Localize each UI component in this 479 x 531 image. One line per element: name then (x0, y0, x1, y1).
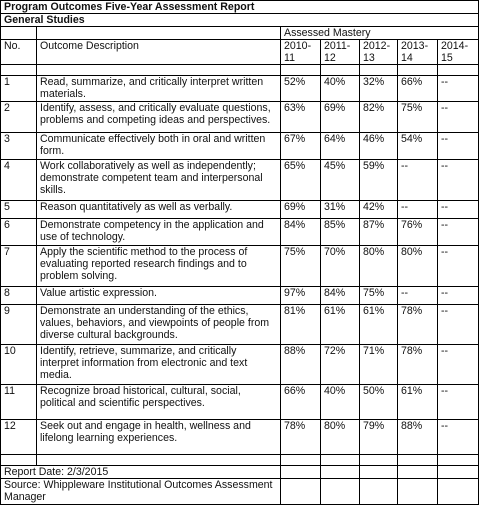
outcome-description: Identify, assess, and critically evaluate questions, problems and competing ideas and perspectives. (37, 102, 281, 133)
outcome-description: Seek out and engage in health, wellness and lifelong learning experiences. (37, 420, 281, 455)
mastery-value: 80% (321, 420, 360, 455)
mastery-value: 61% (360, 305, 398, 345)
mastery-value: 75% (360, 287, 398, 305)
mastery-value: -- (438, 246, 479, 287)
column-header-year: 2014-15 (438, 40, 479, 65)
table-row (1, 102, 479, 133)
table-row (1, 133, 479, 160)
report-date: Report Date: 2/3/2015 (1, 466, 281, 479)
column-header-year: 2011-12 (321, 40, 360, 65)
table-row (1, 160, 479, 201)
outcome-description: Identify, retrieve, summarize, and critically interpret information from electronic and text media. (37, 345, 281, 385)
report-title: Program Outcomes Five-Year Assessment Report (1, 1, 479, 14)
mastery-value: 85% (321, 219, 360, 246)
report-source: Source: Whippleware Institutional Outcomes Assessment Manager (1, 479, 281, 505)
mastery-value: -- (438, 305, 479, 345)
empty-cell (438, 466, 479, 479)
mastery-value: -- (398, 287, 438, 305)
empty-cell (321, 466, 360, 479)
table-row (1, 201, 479, 219)
mastery-value: -- (438, 219, 479, 246)
mastery-value: 71% (360, 345, 398, 385)
mastery-value: -- (438, 345, 479, 385)
mastery-value: 66% (398, 76, 438, 102)
mastery-value: -- (398, 160, 438, 201)
mastery-value: 79% (360, 420, 398, 455)
outcome-number: 8 (1, 287, 37, 305)
empty-cell (398, 479, 438, 505)
mastery-value: 67% (281, 133, 321, 160)
mastery-value: 32% (360, 76, 398, 102)
outcome-number: 1 (1, 76, 37, 102)
mastery-value: 65% (281, 160, 321, 201)
assessed-mastery-header: Assessed Mastery (281, 27, 479, 40)
mastery-value: -- (438, 420, 479, 455)
outcome-description: Value artistic expression. (37, 287, 281, 305)
table-row (1, 385, 479, 420)
mastery-value: 78% (398, 305, 438, 345)
column-header-description: Outcome Description (37, 40, 281, 65)
mastery-value: 69% (281, 201, 321, 219)
mastery-value: 87% (360, 219, 398, 246)
spacer-row (1, 455, 479, 466)
mastery-value: 61% (398, 385, 438, 420)
program-name: General Studies (1, 14, 479, 27)
outcome-description: Demonstrate competency in the application and use of technology. (37, 219, 281, 246)
spacer-row (1, 65, 479, 76)
mastery-value: -- (438, 160, 479, 201)
mastery-value: 84% (321, 287, 360, 305)
outcome-description: Read, summarize, and critically interpret written materials. (37, 76, 281, 102)
mastery-value: 80% (398, 246, 438, 287)
empty-cell (321, 479, 360, 505)
mastery-value: 75% (281, 246, 321, 287)
empty-cell (281, 479, 321, 505)
outcome-number: 3 (1, 133, 37, 160)
mastery-value: -- (438, 133, 479, 160)
outcome-description: Reason quantitatively as well as verbally. (37, 201, 281, 219)
column-header-year: 2013-14 (398, 40, 438, 65)
outcome-description: Apply the scientific method to the process of evaluating reported research findings and to problem solving. (37, 246, 281, 287)
mastery-value: 76% (398, 219, 438, 246)
empty-cell (1, 27, 37, 40)
mastery-value: 54% (398, 133, 438, 160)
table-row (1, 219, 479, 246)
outcome-description: Demonstrate an understanding of the ethics, values, behaviors, and viewpoints of people from diverse cultural backgrounds. (37, 305, 281, 345)
empty-cell (360, 479, 398, 505)
outcome-description: Work collaboratively as well as independently; demonstrate competent team and interpersonal skills. (37, 160, 281, 201)
outcome-number: 4 (1, 160, 37, 201)
mastery-value: -- (438, 385, 479, 420)
table-row (1, 287, 479, 305)
empty-cell (438, 479, 479, 505)
mastery-value: 61% (321, 305, 360, 345)
column-header-year: 2010-11 (281, 40, 321, 65)
outcome-number: 11 (1, 385, 37, 420)
mastery-value: 72% (321, 345, 360, 385)
mastery-value: 50% (360, 385, 398, 420)
mastery-value: 69% (321, 102, 360, 133)
mastery-value: -- (438, 102, 479, 133)
mastery-value: 46% (360, 133, 398, 160)
empty-cell (360, 466, 398, 479)
mastery-value: 97% (281, 287, 321, 305)
mastery-value: 75% (398, 102, 438, 133)
outcome-number: 9 (1, 305, 37, 345)
mastery-value: -- (438, 201, 479, 219)
mastery-value: 42% (360, 201, 398, 219)
mastery-value: 63% (281, 102, 321, 133)
table-row (1, 420, 479, 455)
table-row (1, 246, 479, 287)
mastery-value: -- (438, 76, 479, 102)
empty-cell (398, 466, 438, 479)
mastery-value: 78% (281, 420, 321, 455)
mastery-value: 66% (281, 385, 321, 420)
empty-cell (281, 466, 321, 479)
table-row (1, 76, 479, 102)
empty-cell (37, 27, 281, 40)
outcome-number: 7 (1, 246, 37, 287)
column-header-no: No. (1, 40, 37, 65)
mastery-value: 88% (281, 345, 321, 385)
table-row (1, 305, 479, 345)
mastery-value: 82% (360, 102, 398, 133)
mastery-value: 88% (398, 420, 438, 455)
mastery-value: 52% (281, 76, 321, 102)
mastery-value: 80% (360, 246, 398, 287)
mastery-value: 59% (360, 160, 398, 201)
outcome-number: 5 (1, 201, 37, 219)
outcome-description: Recognize broad historical, cultural, social, political and scientific perspectives. (37, 385, 281, 420)
mastery-value: 31% (321, 201, 360, 219)
column-header-year: 2012-13 (360, 40, 398, 65)
outcome-number: 12 (1, 420, 37, 455)
mastery-value: 81% (281, 305, 321, 345)
mastery-value: 84% (281, 219, 321, 246)
mastery-value: 64% (321, 133, 360, 160)
mastery-value: -- (438, 287, 479, 305)
outcome-number: 10 (1, 345, 37, 385)
outcome-number: 2 (1, 102, 37, 133)
mastery-value: -- (398, 201, 438, 219)
outcome-description: Communicate effectively both in oral and written form. (37, 133, 281, 160)
table-row (1, 345, 479, 385)
mastery-value: 40% (321, 76, 360, 102)
mastery-value: 78% (398, 345, 438, 385)
mastery-value: 40% (321, 385, 360, 420)
mastery-value: 45% (321, 160, 360, 201)
mastery-value: 70% (321, 246, 360, 287)
outcome-number: 6 (1, 219, 37, 246)
